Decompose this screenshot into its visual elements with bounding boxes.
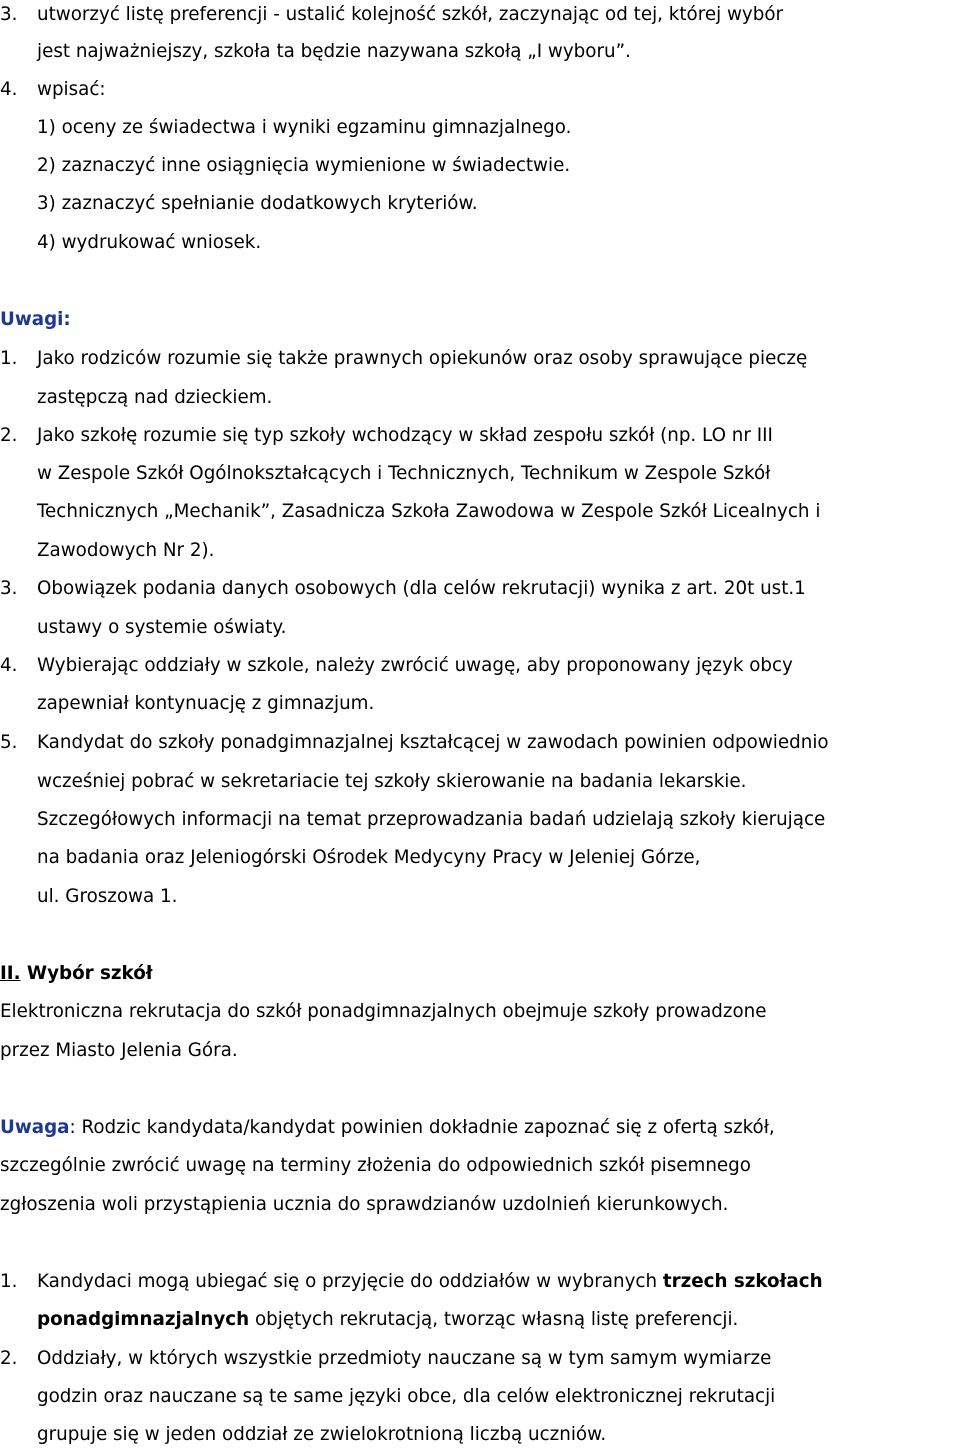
- note-number: 1.: [0, 348, 18, 369]
- sub-list-item: 2) zaznaczyć inne osiągnięcia wymienione w świadectwie.: [37, 155, 571, 176]
- paragraph-text: przez Miasto Jelenia Góra.: [0, 1040, 238, 1061]
- list-number: 1.: [0, 1271, 18, 1292]
- list-item-text: Oddziały, w których wszystkie przedmioty nauczane są w tym samym wymiarze: [37, 1348, 772, 1369]
- bold-text: ponadgimnazjalnych: [37, 1309, 250, 1330]
- paragraph-text: Elektroniczna rekrutacja do szkół ponadgimnazjalnych obejmuje szkoły prowadzone: [0, 1001, 767, 1022]
- note-text: Obowiązek podania danych osobowych (dla celów rekrutacji) wynika z art. 20t ust.1: [37, 578, 806, 599]
- uwaga-label: Uwaga: [0, 1117, 70, 1138]
- note-text: na badania oraz Jeleniogórski Ośrodek Medycyny Pracy w Jeleniej Górze,: [37, 847, 701, 868]
- note-text: ustawy o systemie oświaty.: [37, 617, 287, 638]
- note-number: 4.: [0, 655, 18, 676]
- note-text: Jako rodziców rozumie się także prawnych opiekunów oraz osoby sprawujące pieczę: [37, 348, 808, 369]
- sub-list-item: 4) wydrukować wniosek.: [37, 232, 262, 253]
- note-text: wcześniej pobrać w sekretariacie tej szkoły skierowanie na badania lekarskie.: [37, 771, 747, 792]
- list-item-text: godzin oraz nauczane są te same języki obce, dla celów elektronicznej rekrutacji: [37, 1386, 776, 1407]
- paragraph-text: szczególnie zwrócić uwagę na terminy złożenia do odpowiednich szkół pisemnego: [0, 1155, 751, 1176]
- sub-list-item: 3) zaznaczyć spełnianie dodatkowych kryteriów.: [37, 193, 478, 214]
- uwagi-heading: Uwagi:: [0, 309, 71, 330]
- note-text: ul. Groszowa 1.: [37, 886, 178, 907]
- list-item-text: utworzyć listę preferencji - ustalić kolejność szkół, zaczynając od tej, której wybór: [37, 4, 784, 25]
- note-text: zapewniał kontynuację z gimnazjum.: [37, 693, 375, 714]
- note-text: Technicznych „Mechanik”, Zasadnicza Szkoła Zawodowa w Zespole Szkół Licealnych i: [37, 501, 821, 522]
- note-number: 5.: [0, 732, 18, 753]
- note-text: zastępczą nad dzieckiem.: [37, 387, 273, 408]
- list-number: 3.: [0, 4, 18, 25]
- uwaga-paragraph: [0, 1113, 775, 1143]
- list-item-text: Kandydaci mogą ubiegać się o przyjęcie do oddziałów w wybranych trzech szkołach: [37, 1271, 823, 1292]
- note-text: Kandydat do szkoły ponadgimnazjalnej kształcącej w zawodach powinien odpowiednio: [37, 732, 829, 753]
- section-heading: [0, 959, 153, 989]
- list-number: 2.: [0, 1348, 18, 1369]
- bold-text: trzech szkołach: [662, 1271, 823, 1292]
- note-text: Zawodowych Nr 2).: [37, 540, 215, 561]
- note-text: Szczegółowych informacji na temat przeprowadzania badań udzielają szkoły kierujące: [37, 809, 826, 830]
- note-number: 2.: [0, 425, 18, 446]
- list-item-text: grupuje się w jeden oddział ze zwielokrotnioną liczbą uczniów.: [37, 1424, 607, 1445]
- uwaga-text: : Rodzic kandydata/kandydat powinien dokładnie zapoznać się z ofertą szkół,: [69, 1117, 775, 1138]
- paragraph-text: zgłoszenia woli przystąpienia ucznia do sprawdzianów uzdolnień kierunkowych.: [0, 1194, 729, 1215]
- sub-list-item: 1) oceny ze świadectwa i wyniki egzaminu gimnazjalnego.: [37, 117, 572, 138]
- list-item-text: jest najważniejszy, szkoła ta będzie nazywana szkołą „I wyboru”.: [37, 41, 631, 62]
- list-item-text: wpisać:: [37, 79, 106, 100]
- note-text: Jako szkołę rozumie się typ szkoły wchodzący w skład zespołu szkół (np. LO nr III: [37, 425, 773, 446]
- note-text: Wybierając oddziały w szkole, należy zwrócić uwagę, aby proponowany język obcy: [37, 655, 793, 676]
- section-number: II.: [0, 963, 21, 984]
- list-number: 4.: [0, 79, 18, 100]
- note-text: w Zespole Szkół Ogólnokształcących i Technicznych, Technikum w Zespole Szkół: [37, 463, 771, 484]
- list-item-text: ponadgimnazjalnych objętych rekrutacją, tworząc własną listę preferencji.: [37, 1309, 739, 1330]
- note-number: 3.: [0, 578, 18, 599]
- section-title: Wybór szkół: [20, 963, 153, 984]
